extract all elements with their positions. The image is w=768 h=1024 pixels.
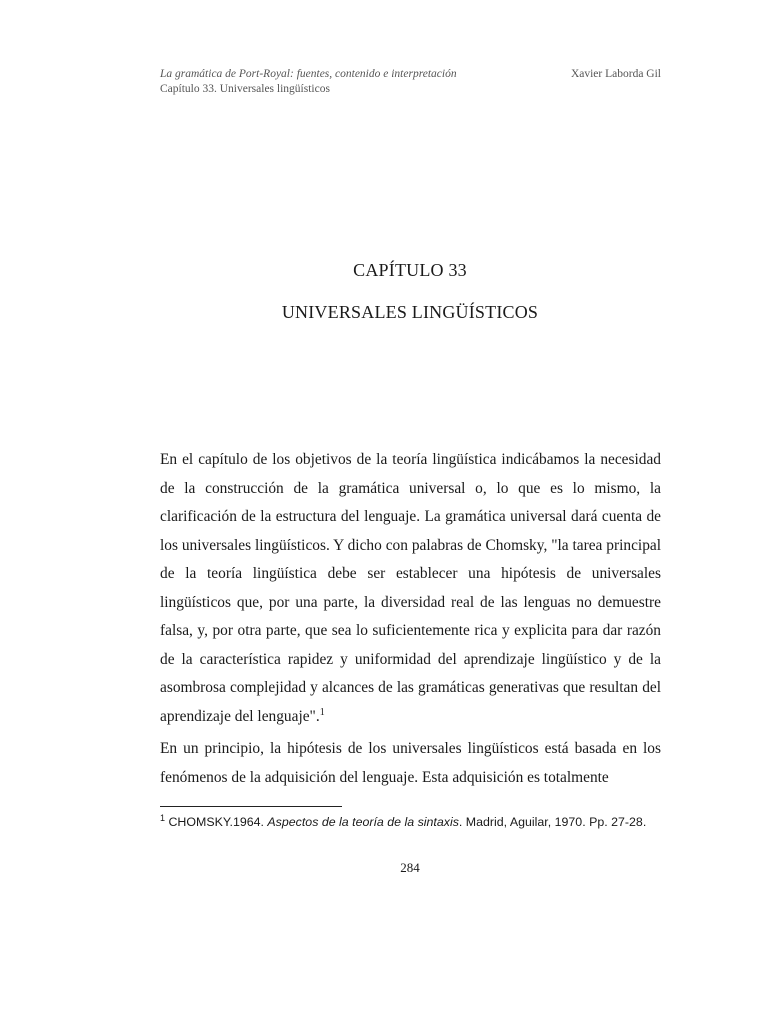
paragraph-2: En un principio, la hipótesis de los universales lingüísticos está basada en los fenómenos de la adquisición del lenguaje. Esta adquisición es totalmente xyxy=(160,740,661,786)
footnote xyxy=(160,810,661,834)
body-text xyxy=(160,446,661,792)
page-number: 284 xyxy=(400,860,420,875)
footnote-reference[interactable]: 1 xyxy=(319,706,325,718)
author-name: Xavier Laborda Gil xyxy=(570,68,661,80)
running-header xyxy=(160,67,661,97)
footnote-book-title: Aspectos de la teoría de la sintaxis xyxy=(267,815,459,829)
footnote-rest: . Madrid, Aguilar, 1970. Pp. 27-28. xyxy=(458,815,647,829)
book-title: La gramática de Port-Royal: fuentes, contenido e interpretación xyxy=(160,68,457,80)
footnote-lead: CHOMSKY.1964. xyxy=(168,815,268,829)
footnote-divider xyxy=(160,806,342,807)
chapter-title: UNIVERSALES LINGÜÍSTICOS xyxy=(281,302,539,322)
footnote-mark: 1 xyxy=(160,812,166,823)
chapter-running-title: Capítulo 33. Universales lingüísticos xyxy=(160,83,330,95)
paragraph-1-text: En el capítulo de los objetivos de la teoría lingüística indicábamos la necesidad de la construcción de la gramática universal o, lo que es lo mismo, la clarificación de la estructura del lenguaje. La gramática universal dará cuenta de los universales lingüísticos. Y dicho con palabras de Chomsky, "la tarea principal de la teoría lingüística debe ser establecer una hipótesis de universales lingüísticos que, por una parte, la diversidad real de las lenguas no demuestre falsa, y, por otra parte, que sea lo suficientemente rica y explicita para dar razón de la característica rapidez y uniformidad del aprendizaje lingüístico y de la asombrosa complejidad y alcances de las gramáticas generativas que resultan del aprendizaje del lenguaje". xyxy=(160,451,661,725)
paragraph-1 xyxy=(160,446,661,731)
chapter-number: CAPÍTULO 33 xyxy=(353,260,467,280)
